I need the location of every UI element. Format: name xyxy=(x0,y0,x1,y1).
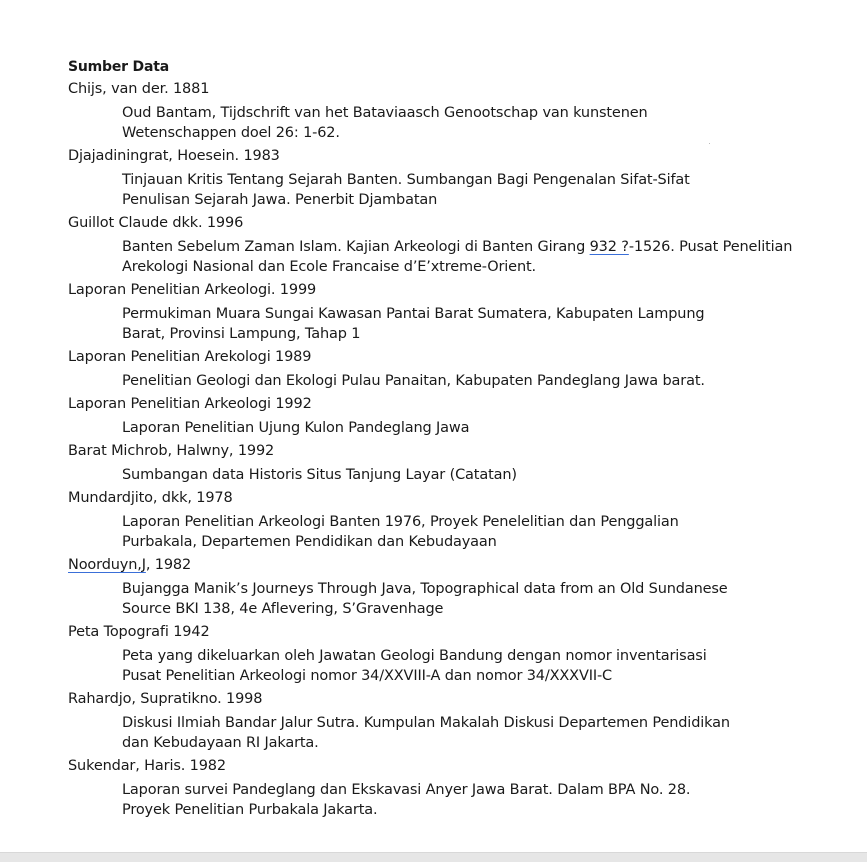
entry-description xyxy=(122,777,858,820)
entry-description xyxy=(122,509,858,552)
entry-description xyxy=(122,100,858,143)
entry-line: Diskusi Ilmiah Bandar Jalur Sutra. Kumpulan Makalah Diskusi Departemen Pendidikan xyxy=(122,715,730,731)
entry-line: dan Kebudayaan RI Jakarta. xyxy=(122,735,319,751)
entry-line: Bujangga Manik’s Journeys Through Java, Topographical data from an Old Sundanese xyxy=(122,581,728,597)
bibliography xyxy=(68,56,858,822)
entry-line: Pusat Penelitian Arkeologi nomor 34/XXVIII-A dan nomor 34/XXXVII-C xyxy=(122,668,613,684)
entry-author: Djajadiningrat, Hoesein. 1983 xyxy=(68,148,280,164)
entry-text: -1526. Pusat Penelitian xyxy=(628,239,793,255)
spellcheck-marked-text[interactable]: Noorduyn,J xyxy=(68,557,146,573)
entry-text: , 1982 xyxy=(145,557,192,573)
entry-description xyxy=(122,415,858,438)
entry-description xyxy=(122,643,858,686)
entry-description xyxy=(122,167,858,210)
entry-line: Laporan Penelitian Ujung Kulon Pandeglang Jawa xyxy=(122,420,470,436)
entry-author: Sukendar, Haris. 1982 xyxy=(68,758,226,774)
entry-line: Sumbangan data Historis Situs Tanjung Layar (Catatan) xyxy=(122,467,517,483)
spellcheck-marked-text[interactable]: 932 ? xyxy=(589,239,629,255)
stray-mark xyxy=(709,143,710,144)
entry-text: Banten Sebelum Zaman Islam. Kajian Arkeologi di Banten Girang xyxy=(122,239,590,255)
section-heading: Sumber Data xyxy=(68,59,169,75)
entry-author xyxy=(68,554,858,576)
entry-line: Laporan survei Pandeglang dan Ekskavasi Anyer Jawa Barat. Dalam BPA No. 28. xyxy=(122,782,691,798)
entry-line: Barat, Provinsi Lampung, Tahap 1 xyxy=(122,326,361,342)
entry-description xyxy=(122,368,858,391)
entry-line: Penelitian Geologi dan Ekologi Pulau Panaitan, Kabupaten Pandeglang Jawa barat. xyxy=(122,373,705,389)
entry-author: Peta Topografi 1942 xyxy=(68,624,210,640)
entry-line: Proyek Penelitian Purbakala Jakarta. xyxy=(122,802,378,818)
entry-author: Laporan Penelitian Arkeologi. 1999 xyxy=(68,282,317,298)
entry-description xyxy=(122,301,858,344)
entry-line xyxy=(122,237,858,257)
entry-description xyxy=(122,710,858,753)
entry-line: Permukiman Muara Sungai Kawasan Pantai Barat Sumatera, Kabupaten Lampung xyxy=(122,306,705,322)
entry-author: Guillot Claude dkk. 1996 xyxy=(68,215,244,231)
entry-author: Barat Michrob, Halwny, 1992 xyxy=(68,443,275,459)
entry-description xyxy=(122,234,858,277)
entry-line: Laporan Penelitian Arkeologi Banten 1976, Proyek Penelelitian dan Penggalian xyxy=(122,514,679,530)
entry-line: Penulisan Sejarah Jawa. Penerbit Djambatan xyxy=(122,192,438,208)
entry-description xyxy=(122,462,858,485)
entry-author: Laporan Penelitian Arkeologi 1992 xyxy=(68,396,312,412)
entry-description xyxy=(122,576,858,619)
entry-author: Mundardjito, dkk, 1978 xyxy=(68,490,233,506)
entry-author: Chijs, van der. 1881 xyxy=(68,81,210,97)
entry-line: Arekologi Nasional dan Ecole Francaise d’E’xtreme-Orient. xyxy=(122,259,536,275)
entry-author: Laporan Penelitian Arekologi 1989 xyxy=(68,349,312,365)
entry-line: Tinjauan Kritis Tentang Sejarah Banten. Sumbangan Bagi Pengenalan Sifat-Sifat xyxy=(122,172,690,188)
entry-line: Source BKI 138, 4e Aflevering, S’Gravenhage xyxy=(122,601,444,617)
entry-line: Peta yang dikeluarkan oleh Jawatan Geologi Bandung dengan nomor inventarisasi xyxy=(122,648,707,664)
entry-author: Rahardjo, Supratikno. 1998 xyxy=(68,691,263,707)
entry-line: Oud Bantam, Tijdschrift van het Bataviaasch Genootschap van kunstenen xyxy=(122,105,648,121)
entry-line: Purbakala, Departemen Pendidikan dan Kebudayaan xyxy=(122,534,497,550)
entry-line: Wetenschappen doel 26: 1-62. xyxy=(122,125,340,141)
